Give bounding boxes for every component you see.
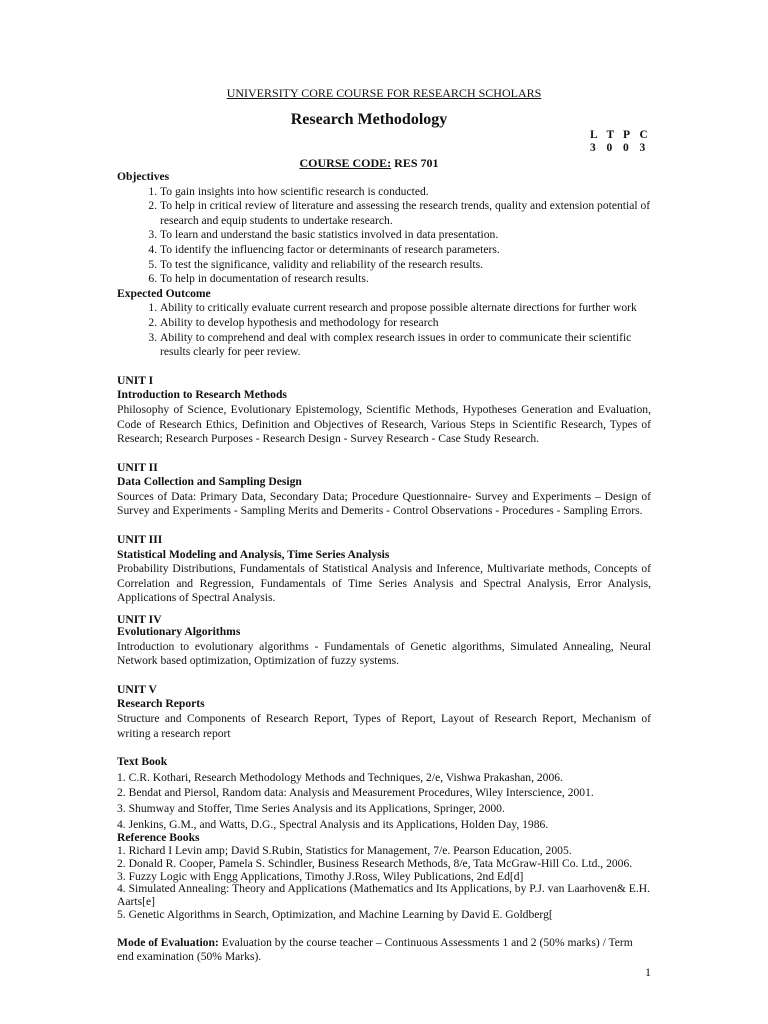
ltpc-table: [590, 129, 656, 154]
unit-5-text: Structure and Components of Research Report, Types of Report, Layout of Research Report, Mechanism of writing a research report: [117, 712, 651, 740]
outcomes-heading: Expected Outcome: [117, 286, 211, 300]
ltpc-value-p: 0: [623, 141, 629, 154]
ltpc-values: [590, 142, 656, 155]
list-item: 1. Ability to critically evaluate current research and propose possible alternate directions for further work: [160, 301, 651, 316]
list-item: 6. To help in documentation of research results.: [160, 272, 651, 287]
unit-3-label: UNIT III: [117, 533, 163, 547]
document-body: [117, 170, 651, 965]
list-item: 4. Jenkins, G.M., and Watts, D.G., Spectral Analysis and its Applications, Holden Day, 1986.: [117, 817, 549, 831]
ltpc-value-t: 0: [606, 141, 613, 154]
list-item: 3. Fuzzy Logic with Engg Applications, Timothy J.Ross, Wiley Publications, 2nd Ed[d]: [117, 869, 524, 883]
list-item: 3. Ability to comprehend and deal with complex research issues in order to communicate their scientific results clearly for peer review.: [160, 331, 651, 360]
mode-of-evaluation: [117, 936, 651, 965]
text-book-heading: Text Book: [117, 755, 168, 769]
unit-2-title: Data Collection and Sampling Design: [117, 475, 302, 489]
unit-5-title: Research Reports: [117, 697, 205, 711]
unit-2-text: Sources of Data: Primary Data, Secondary Data; Procedure Questionnaire- Survey and Experiments – Design of Survey and Experiments - Sampling Merits and Demerits - Control Observations - Procedures - Sampling Errors.: [117, 489, 651, 518]
page-number: 1: [645, 965, 651, 979]
unit-4-title: Evolutionary Algorithms: [117, 625, 241, 639]
ltpc-labels: [590, 129, 656, 142]
ltpc-label-p: P: [623, 129, 631, 141]
unit-1-label: UNIT I: [117, 373, 154, 387]
evaluation-label: Mode of Evaluation:: [117, 935, 219, 949]
outcomes-list: [117, 301, 651, 359]
list-item: 5. Genetic Algorithms in Search, Optimization, and Machine Learning by David E. Goldberg[: [117, 907, 553, 921]
unit-3-title: Statistical Modeling and Analysis, Time Series Analysis: [117, 547, 390, 561]
list-item: 2. To help in critical review of literature and assessing the research trends, quality and extension potential of research and equip students to undertake research.: [160, 199, 651, 228]
unit-5-label: UNIT V: [117, 682, 157, 696]
list-item: 4. To identify the influencing factor or determinants of research parameters.: [160, 243, 651, 258]
ltpc-label-l: L: [590, 129, 598, 141]
list-item: 1. C.R. Kothari, Research Methodology Methods and Techniques, 2/e, Vishwa Prakashan, 2006.: [117, 770, 563, 784]
course-code: [0, 156, 738, 171]
ltpc-label-t: T: [606, 129, 615, 141]
page-title: Research Methodology: [290, 111, 448, 128]
ltpc-label-c: C: [639, 129, 648, 141]
list-item: 1. Richard I Levin amp; David S.Rubin, Statistics for Management, 7/e. Pearson Education, 2005.: [117, 843, 572, 857]
ltpc-value-l: 3: [590, 141, 596, 154]
unit-4-label: UNIT IV: [117, 613, 162, 627]
unit-3-text: Probability Distributions, Fundamentals of Statistical Analysis and Inference, Multivariate methods, Concepts of Correlation and Regression, Fundamentals of Time Series Analysis and Spectral Analysis, Error Analysis, Applications of Spectral Analysis.: [117, 562, 651, 605]
list-item: 2. Bendat and Piersol, Random data: Analysis and Measurement Procedures, Wiley Interscience, 2001.: [117, 786, 594, 800]
unit-1-title: Introduction to Research Methods: [117, 388, 287, 402]
list-item: 4. Simulated Annealing: Theory and Applications (Mathematics and Its Applications, by P.J. van Laarhoven& E.H. Aarts[e]: [117, 882, 651, 909]
course-category-header: UNIVERSITY CORE COURSE FOR RESEARCH SCHOLARS: [226, 86, 542, 100]
list-item: 5. To test the significance, validity and reliability of the research results.: [160, 258, 651, 273]
evaluation-text: Evaluation by the course teacher – Continuous Assessments 1 and 2 (50% marks) / Term end examination (50% Marks).: [117, 935, 633, 964]
reference-books-heading: Reference Books: [117, 831, 200, 845]
unit-4-text: Introduction to evolutionary algorithms - Fundamentals of Genetic algorithms, Simulated Annealing, Neural Network based optimization, Optimization of fuzzy systems.: [117, 639, 651, 668]
list-item: 1. To gain insights into how scientific research is conducted.: [160, 185, 651, 200]
ltpc-value-c: 3: [639, 141, 646, 154]
course-code-value: RES 701: [394, 156, 439, 170]
objectives-heading: Objectives: [117, 170, 170, 183]
objectives-list: [117, 185, 651, 287]
list-item: 2. Donald R. Cooper, Pamela S. Schindler, Business Research Methods, 8/e, Tata McGraw-Hill Co. Ltd., 2006.: [117, 856, 633, 870]
unit-2-label: UNIT II: [117, 460, 158, 474]
list-item: 3. Shumway and Stoffer, Time Series Analysis and its Applications, Springer, 2000.: [117, 801, 505, 815]
unit-1-text: Philosophy of Science, Evolutionary Epistemology, Scientific Methods, Hypotheses Generation and Evaluation, Code of Research Ethics, Definition and Objectives of Research, Various Steps in Scientific Research, Types of Research; Research Purposes - Research Design - Survey Research - Case Study Research.: [117, 402, 651, 446]
list-item: 2. Ability to develop hypothesis and methodology for research: [160, 316, 651, 331]
list-item: 3. To learn and understand the basic statistics involved in data presentation.: [160, 228, 651, 243]
course-code-label: COURSE CODE:: [299, 156, 392, 170]
